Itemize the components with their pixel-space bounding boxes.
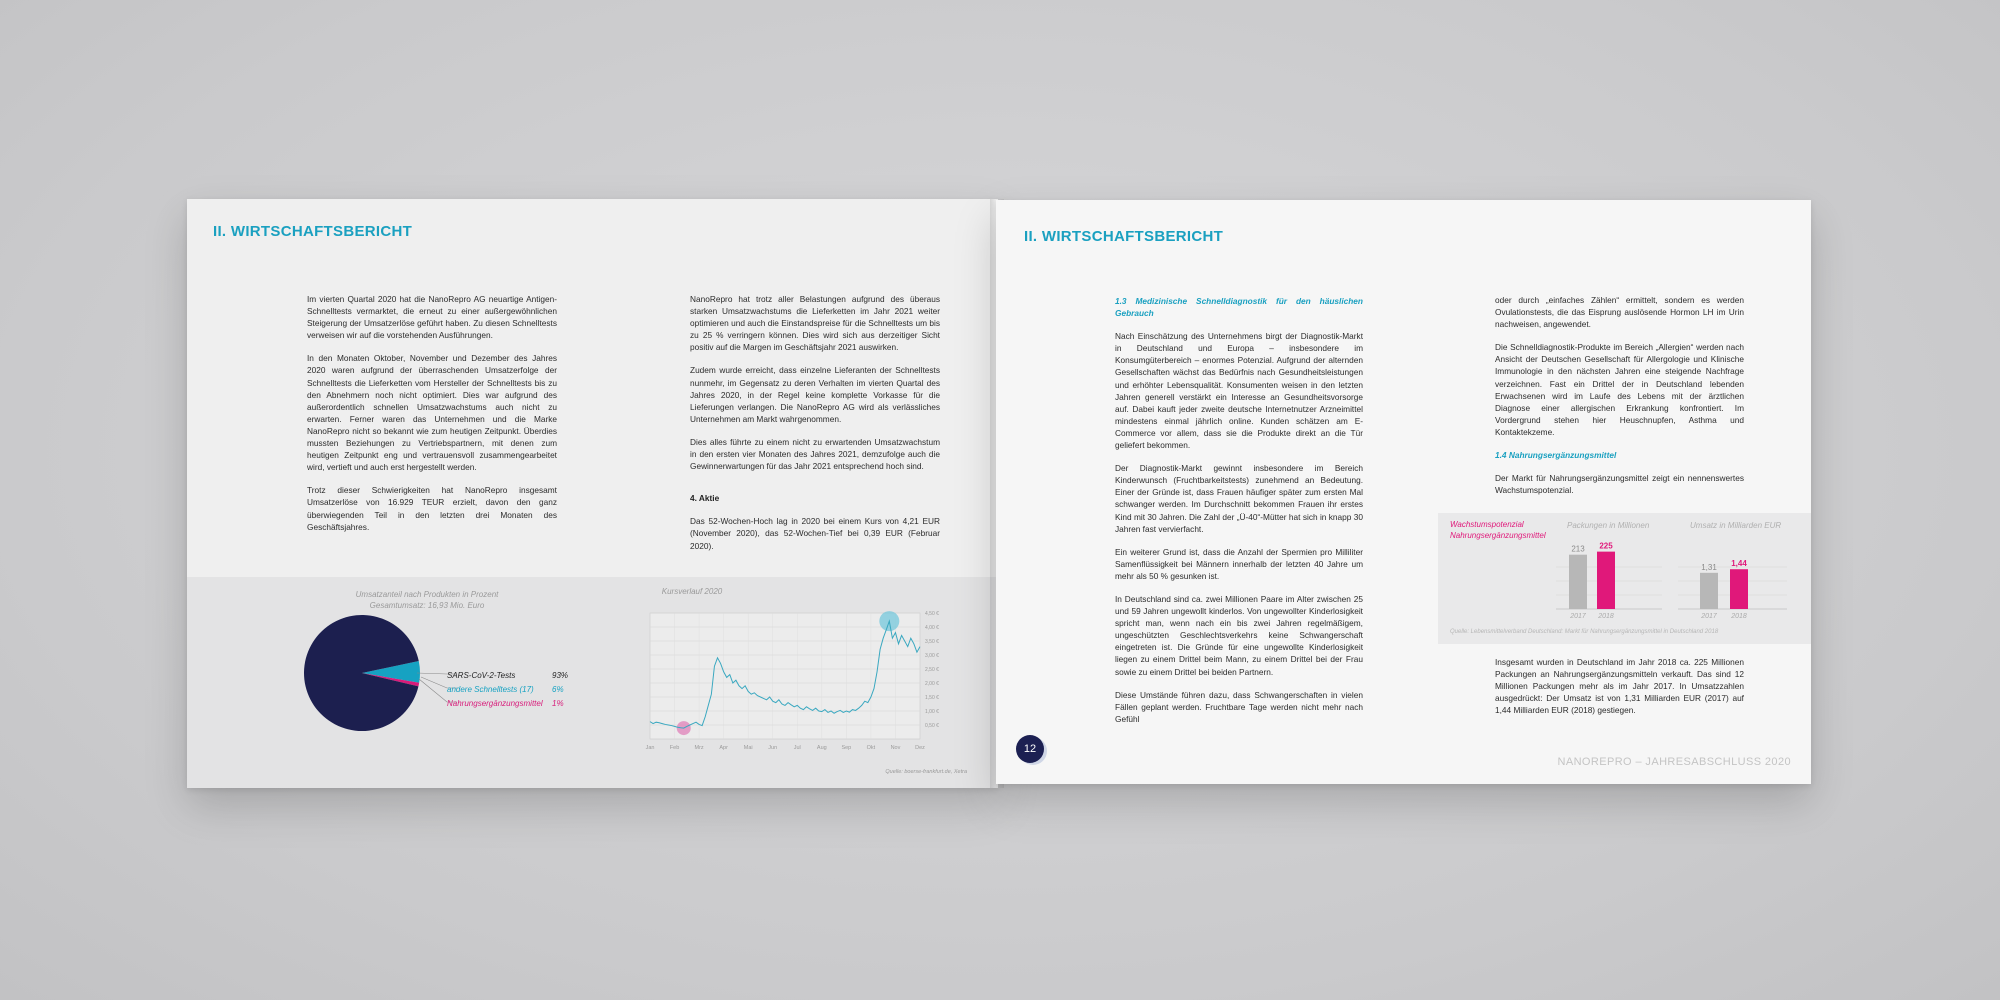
pie-legend-label: andere Schnelltests (17) <box>447 685 534 694</box>
pie-value-label: 1% <box>552 699 564 708</box>
left-section-title: II. WIRTSCHAFTSBERICHT <box>213 223 413 240</box>
bar-category-label: 2018 <box>1731 613 1747 620</box>
x-tick-label: Nov <box>890 745 901 751</box>
x-tick-label: Mrz <box>694 745 704 751</box>
x-tick-label: Sep <box>841 745 852 751</box>
paragraph: Der Diagnostik-Markt gewinnt insbesondere im Bereich Kinderwunsch (Fruchtbarkeitstests) zunehmend an Bedeutung. Einer der Gründe ist, dass Frauen häufiger später zum ersten Mal schwanger werden. Im Durchschnitt bekommen Frauen ihr erstes Kind mit 30 Jahren. Die Zahl der „Ü-40“-Mütter hat sich in knapp 30 Jahren fast vervierfacht. <box>1115 463 1363 534</box>
supplement-bar-chart <box>1438 513 1811 623</box>
paragraph: Trotz dieser Schwierigkeiten hat NanoRepro insgesamt Umsatzerlöse von 16.929 TEUR erzielt, davon den ganz überwiegenden Teil in den letzten drei Monaten des Geschäftsjahres. <box>307 485 557 532</box>
right-page <box>996 200 1811 784</box>
aktie-text: Das 52-Wochen-Hoch lag in 2020 bei einem Kurs von 4,21 EUR (November 2020), das 52-Wochen-Tief bei 0,39 EUR (Februar 2020). <box>690 516 940 551</box>
left-column-2 <box>690 293 940 563</box>
x-tick-label: Aug <box>816 745 827 751</box>
x-tick-label: Okt <box>866 745 876 751</box>
paragraph: Ein weiterer Grund ist, dass die Anzahl der Spermien pro Milliliter Samenflüssigkeit bei Männern innerhalb der letzten 40 Jahre um mehr als 50 % gesunken ist. <box>1115 546 1363 581</box>
infobox-title: Wachstumspotenzial Nahrungsergänzungsmittel <box>1450 520 1546 540</box>
pie-title: Umsatzanteil nach Produkten in Prozent <box>355 590 499 599</box>
y-tick-label: 1,00 € <box>925 709 939 715</box>
bar-value-label: 213 <box>1571 544 1585 554</box>
y-tick-label: 2,00 € <box>925 681 939 687</box>
line-source: Quelle: boerse-frankfurt.de, Xetra <box>885 769 967 775</box>
left-column-1 <box>307 293 557 544</box>
stock-line-chart <box>642 595 952 760</box>
right-column-2 <box>1495 294 1744 507</box>
y-tick-label: 0,50 € <box>925 723 939 729</box>
bar-value-label: 225 <box>1599 541 1613 551</box>
pie-value-label: 93% <box>552 671 569 680</box>
pie-chart <box>287 613 607 783</box>
chart-band <box>187 577 998 788</box>
pie-value-label: 6% <box>552 685 564 694</box>
bar <box>1730 569 1748 609</box>
bar-value-label: 1,31 <box>1701 562 1717 572</box>
y-tick-label: 4,50 € <box>925 611 939 617</box>
bar-category-label: 2018 <box>1598 613 1614 620</box>
x-tick-label: Mai <box>743 745 753 751</box>
y-tick-label: 3,00 € <box>925 653 939 659</box>
bar-category-label: 2017 <box>1570 613 1586 620</box>
x-tick-label: Jul <box>793 745 801 751</box>
left-page <box>187 199 998 788</box>
paragraph: Diese Umstände führen dazu, dass Schwangerschaften in vielen Fällen geplant werden. Fruchtbare Tage werden nicht mehr nach Gefühl <box>1115 689 1363 724</box>
x-tick-label: Dez <box>915 745 925 751</box>
bar <box>1700 573 1718 609</box>
pie-caption <box>327 589 527 611</box>
paragraph: Nach Einschätzung des Unternehmens birgt der Diagnostik-Markt in Deutschland und Europa – insbesondere im Konsumgüterbereich – enormes Potenzial. Aufgrund der alternden Gesellschaften wächst das Bedürfnis nach Gesundheitsleistungen und erhöhter Lebensqualität. Konsumenten weisen in den letzten Jahren generell verstärkt ein Interesse an Gesundheitsvorsorge auf. Dabei kauft jeder zweite deutsche Internetnutzer Arzneimittel mindestens einmal jährlich online. Kunden schätzen am E-Commerce vor allem, dass sie die Produkte direkt an die Tür geliefert bekommen. <box>1115 331 1363 451</box>
right-column-1 <box>1115 295 1363 736</box>
supplement-infobox <box>1438 513 1811 644</box>
y-tick-label: 1,50 € <box>925 695 939 701</box>
bar-value-label: 1,44 <box>1731 559 1747 569</box>
footer-text: NANOREPRO – JAHRESABSCHLUSS 2020 <box>1557 756 1791 768</box>
paragraph: oder durch „einfaches Zählen“ ermittelt, sondern es werden Ovulationstests, die das Eisprung auslösende Hormon LH im Urin nachweisen, angewendet. <box>1495 295 1744 330</box>
y-tick-label: 4,00 € <box>925 625 939 631</box>
pie-legend-label: SARS-CoV-2-Tests <box>447 671 516 680</box>
right-section-title: II. WIRTSCHAFTSBERICHT <box>1024 228 1224 245</box>
paragraph: NanoRepro hat trotz aller Belastungen aufgrund des überaus starken Umsatzwachstums die Lieferketten im Jahr 2021 weiter optimieren und auch die Einstandspreise für die Schnelltests um bis zu 25 % verringern können. Dies wird sich aus derzeitiger Sicht positiv auf die Margen im Geschäftsjahr 2021 auswirken. <box>690 294 940 353</box>
y-tick-label: 2,50 € <box>925 667 939 673</box>
paragraph: In Deutschland sind ca. zwei Millionen Paare im Alter zwischen 25 und 59 Jahren ungewollt kinderlos. Von ungewollter Kinderlosigkeit spricht man, wenn nach ein bis zwei Jahren regelmäßigem, ungeschützten Geschlechtsverkehrs keine Schwangerschaft eingetreten ist. Die Gründe für eine ungewollte Kinderlosigkeit liegen zu einem Drittel beim Mann, zu einem Drittel bei der Frau sowie zu einem Drittel bei beiden Partnern. <box>1115 593 1363 677</box>
y-tick-label: 3,50 € <box>925 639 939 645</box>
paragraph: Die Schnelldiagnostik-Produkte im Bereich „Allergien“ werden nach Ansicht der Deutschen Gesellschaft für Allergologie und Klinische Immunologie in den nächsten Jahren eine steigende Nachfrage verzeichnen. Fast ein Drittel der in Deutschland lebenden Erwachsenen wird im Laufe des Lebens mit der ärztlichen Diagnose einer allergischen Erkrankung konfrontiert. Im Vordergrund stehen hier Heuschnupfen, Asthma und Kontaktekzeme. <box>1495 342 1744 437</box>
line-title: Kursverlauf 2020 <box>661 587 723 596</box>
paragraph: Der Markt für Nahrungsergänzungsmittel zeigt ein nennenswertes Wachstumspotenzial. <box>1495 473 1744 496</box>
bar <box>1569 555 1587 609</box>
x-tick-label: Jan <box>645 745 655 751</box>
group-2-title: Umsatz in Milliarden EUR <box>1690 521 1782 530</box>
pie-legend-label: Nahrungsergänzungsmittel <box>447 699 543 708</box>
pie-subtitle: Gesamtumsatz: 16,93 Mio. Euro <box>369 601 485 610</box>
right-column-2-bottom <box>1495 656 1744 727</box>
x-tick-label: Feb <box>669 745 680 751</box>
paragraph: Zudem wurde erreicht, dass einzelne Lieferanten der Schnelltests nunmehr, im Gegensatz zu deren Verhalten im vierten Quartal des Jahres 2020, in der Regel keine komplette Vorkasse für die Lieferungen verlangen. Die NanoRepro AG wird als verlässliches Unternehmen am Markt wahrgenommen. <box>690 365 940 424</box>
paragraph: Dies alles führte zu einem nicht zu erwartenden Umsatzwachstum in den ersten vier Monaten des Jahres 2021, demzufolge auch die Gewinnerwartungen für das Jahr 2021 entsprechend hoch sind. <box>690 436 940 472</box>
paragraph: Insgesamt wurden in Deutschland im Jahr 2018 ca. 225 Millionen Packungen an Nahrungsergänzungsmitteln verkauft. Das sind 12 Millionen Packungen mehr als im Jahr 2017. In Umsatzzahlen ausgedrückt: Der Umsatz ist von 1,31 Milliarden EUR (2017) auf 1,44 Milliarden EUR (2018) gestiegen. <box>1495 657 1744 716</box>
group-1-title: Packungen in Millionen <box>1567 521 1650 530</box>
x-tick-label: Jun <box>768 745 778 751</box>
page-number: 12 <box>1016 735 1044 763</box>
paragraph: Im vierten Quartal 2020 hat die NanoRepro AG neuartige Antigen-Schnelltests vermarktet, die erneut zu einer außergewöhnlichen Steigerung der Umsatzerlöse geführt haben. Zu diesen Schnelltests verweisen wir auf die vorstehenden Ausführungen. <box>307 294 557 341</box>
bar <box>1597 552 1615 609</box>
x-tick-label: Apr <box>719 745 728 751</box>
subheading-1-4: 1.4 Nahrungsergänzungsmittel <box>1495 450 1617 461</box>
subheading-1-3: 1.3 Medizinische Schnelldiagnostik für den häuslichen Gebrauch <box>1115 296 1363 319</box>
paragraph: In den Monaten Oktober, November und Dezember des Jahres 2020 waren aufgrund der überraschenden Umsatzerfolge der Schnelltests die Lieferketten vom Hersteller der Schnelltests bis zu den Abnehmern noch nicht optimiert. Dies war aufgrund des außerordentlich schnellen Umsatzwachstums auch nicht zu erwarten. Ferner waren das Unternehmen und die Marke NanoRepro nicht so bekannt wie zum heutigen Zeitpunkt. Überdies mussten Beziehungen zu Vertriebspartnern, mit denen zum heutigen Zeitpunkt eng und vertrauensvoll zusammengearbeitet wird, vertieft und auch erst hergestellt werden. <box>307 353 557 473</box>
aktie-heading: 4. Aktie <box>690 493 720 504</box>
bar-category-label: 2017 <box>1701 613 1717 620</box>
line-plot-area <box>650 613 920 739</box>
infobox-source: Quelle: Lebensmittelverband Deutschland: Markt für Nahrungsergänzungsmittel in Deutschland 2018 <box>1450 629 1719 635</box>
